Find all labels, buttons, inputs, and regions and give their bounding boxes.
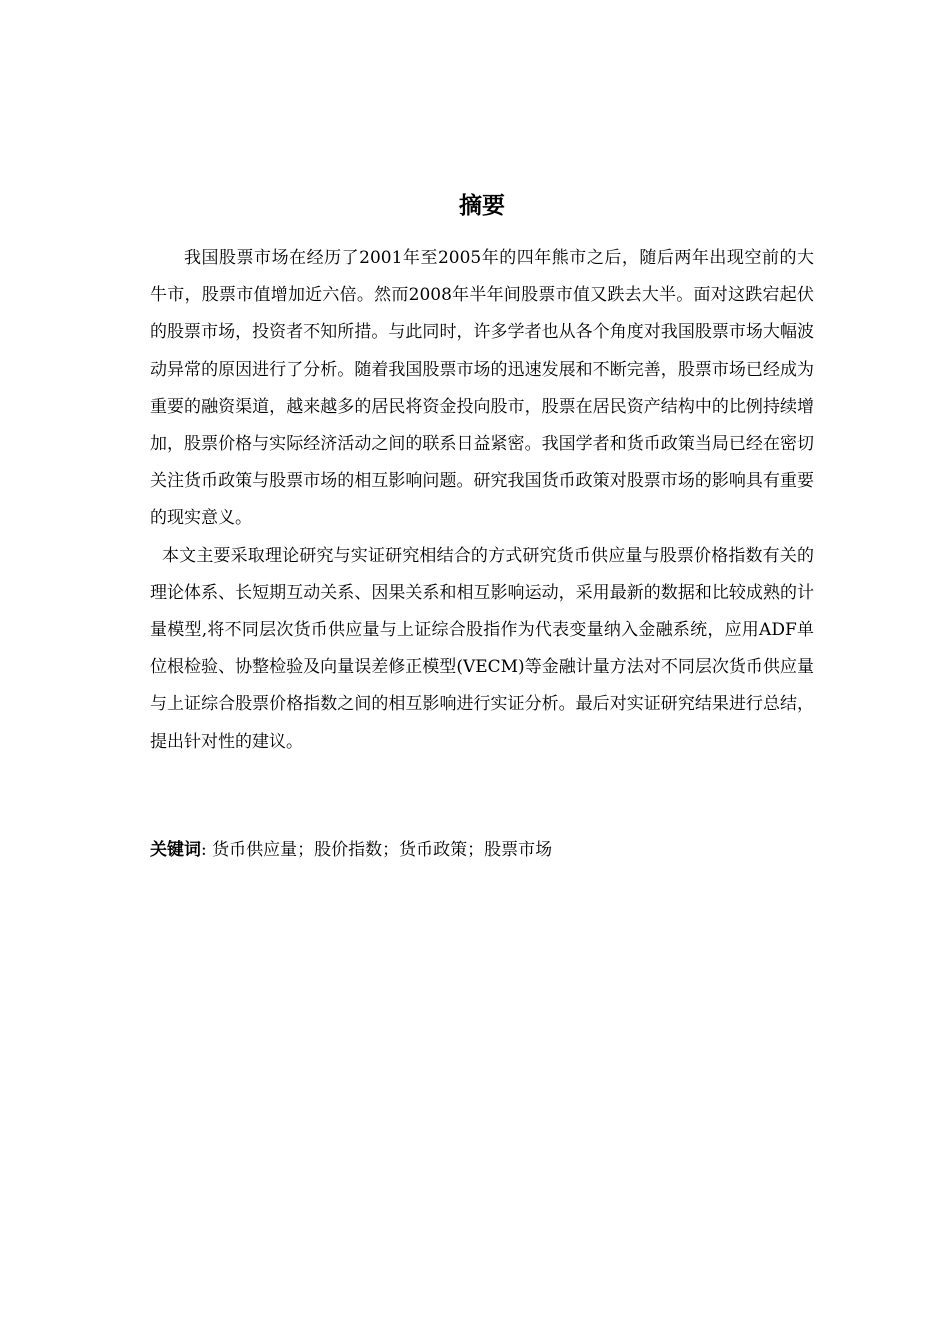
abstract-paragraph-1: 我国股票市场在经历了2001年至2005年的四年熊市之后，随后两年出现空前的大牛市，股票市值增加近六倍。然而2008年半年间股票市值又跌去大半。面对这跌宕起伏的股票市场，投资者不知所措。与此同时，许多学者也从各个角度对我国股票市场大幅波动异常的原因进行了分析。随着我国股票市场的迅速发展和不断完善，股票市场已经成为重要的融资渠道，越来越多的居民将资金投向股市，股票在居民资产结构中的比例持续增加，股票价格与实际经济活动之间的联系日益紧密。我国学者和货币政策当局已经在密切关注货币政策与股票市场的相互影响问题。研究我国货币政策对股票市场的影响具有重要的现实意义。 <box>150 248 814 529</box>
abstract-paragraph-2: 本文主要采取理论研究与实证研究相结合的方式研究货币供应量与股票价格指数有关的理论体系、长短期互动关系、因果关系和相互影响运动，采用最新的数据和比较成熟的计量模型,将不同层次货币供应量与上证综合股指作为代表变量纳入金融系统，应用ADF单位根检验、协整检验及向量误差修正模型(VECM)等金融计量方法对不同层次货币供应量与上证综合股票价格指数之间的相互影响进行实证分析。最后对实证研究结果进行总结，提出针对性的建议。 <box>150 545 814 752</box>
keywords-label: 关键词 <box>150 840 201 860</box>
abstract-page <box>150 0 814 1344</box>
keywords-separator: : <box>201 840 213 860</box>
keywords-line <box>150 835 814 865</box>
abstract-title: 摘要 <box>459 193 505 219</box>
abstract-body <box>150 240 814 761</box>
keywords-text: 货币供应量；股价指数；货币政策；股票市场 <box>212 840 553 860</box>
